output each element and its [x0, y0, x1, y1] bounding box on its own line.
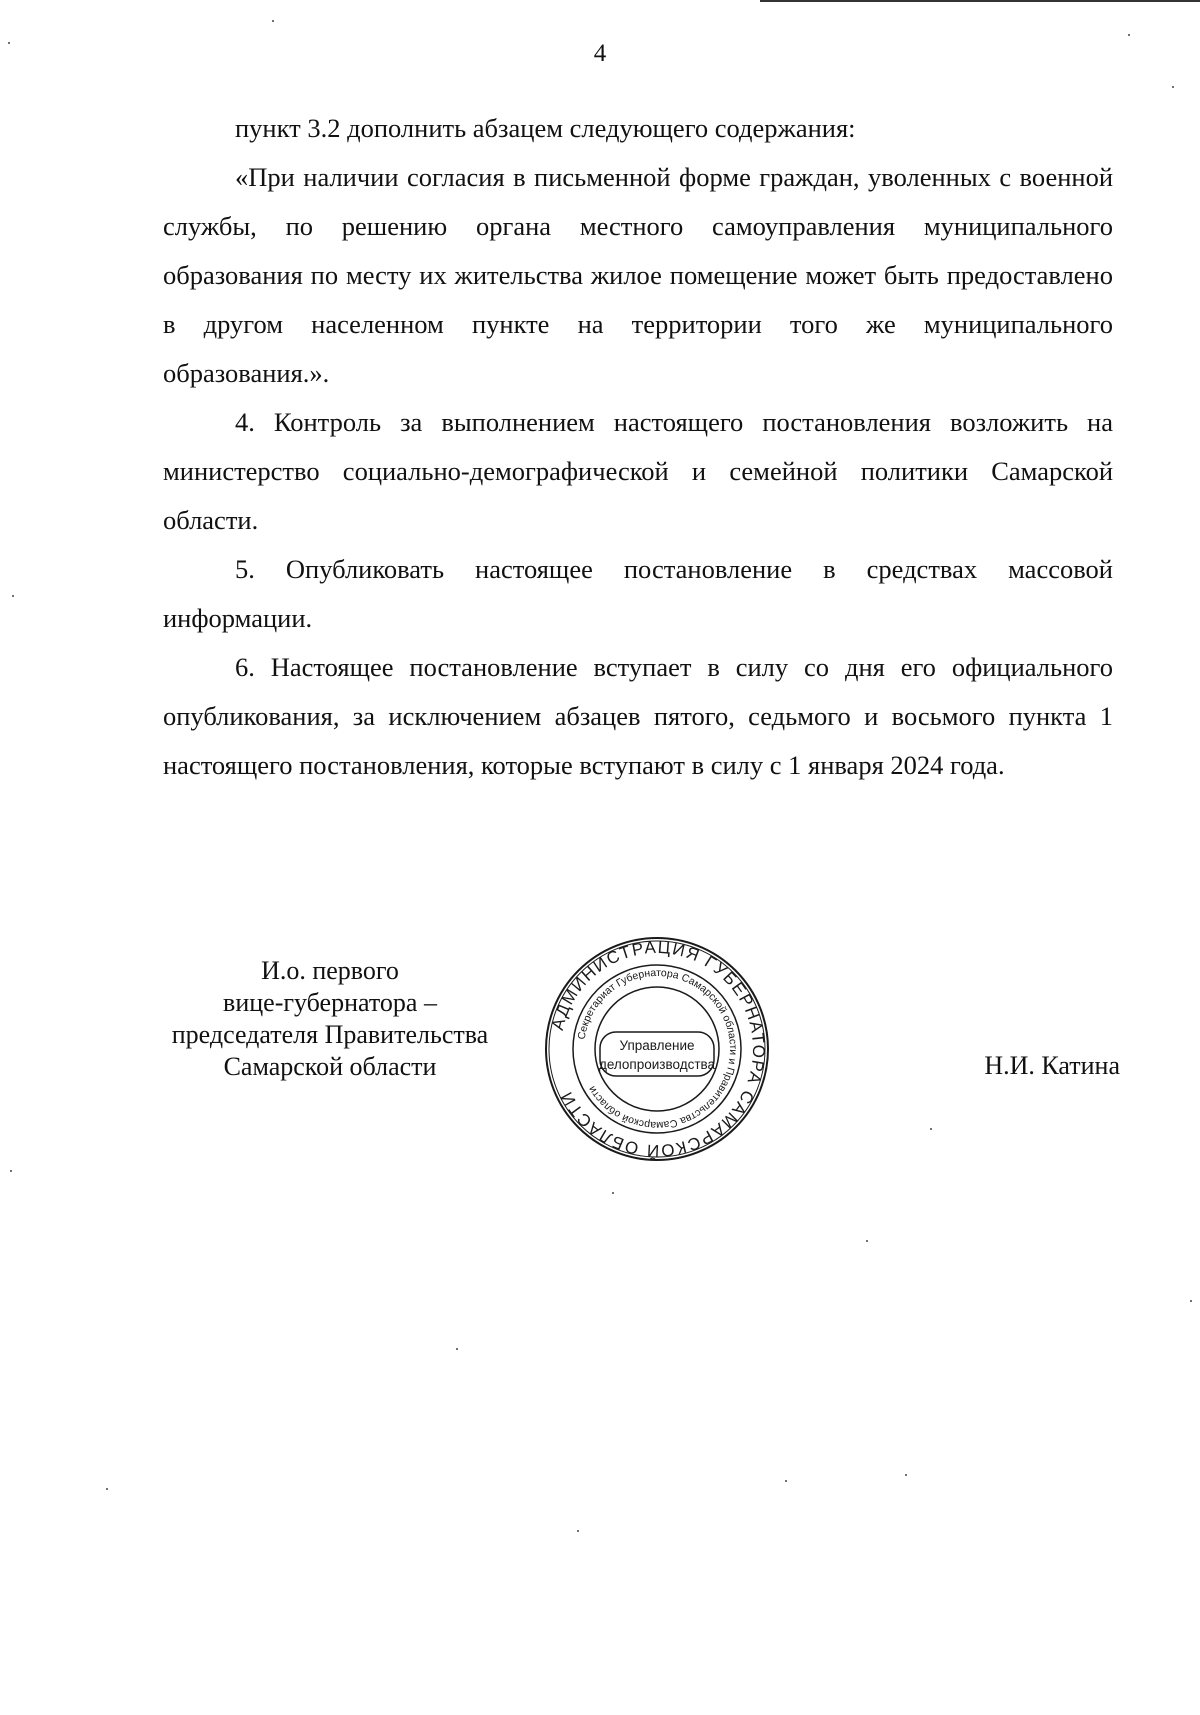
seal-center-line-2: делопроизводства [598, 1057, 716, 1072]
seal-outer-text: АДМИНИСТРАЦИЯ ГУБЕРНАТОРА САМАРСКОЙ ОБЛАСТИ [547, 937, 769, 1161]
scan-speck [1190, 1300, 1192, 1302]
paragraph-item-5: 5. Опубликовать настоящее постановление в средствах массовой информации. [163, 554, 1113, 633]
signatory-title-line: И.о. первого [261, 956, 399, 985]
scan-speck [1128, 34, 1130, 36]
scan-speck [612, 1192, 614, 1194]
body-text [163, 104, 1113, 790]
paragraph-amendment-quote: «При наличии согласия в письменной форме граждан, уволенных с военной службы, по решению органа местного самоуправления муниципального образования по месту их жительства жилое помещение может быть предоставлено в другом населенном пункте на территории того же муниципального образования.». [163, 162, 1113, 388]
scan-speck [12, 595, 14, 597]
paragraph-amendment-intro: пункт 3.2 дополнить абзацем следующего содержания: [235, 113, 856, 143]
scan-speck [866, 1240, 868, 1242]
scan-speck [577, 1530, 579, 1532]
scan-speck [272, 20, 274, 22]
signatory-name: Н.И. Катина [984, 1051, 1120, 1080]
seal-graphic [542, 934, 772, 1164]
signatory-title-line: вице-губернатора – [223, 988, 437, 1017]
seal-center-line-1: Управление [619, 1038, 695, 1053]
scan-speck [10, 1170, 12, 1172]
scan-speck [785, 1480, 787, 1482]
signatory-title-line: Самарской области [223, 1052, 437, 1081]
signatory-title-line: председателя Правительства [171, 1020, 489, 1049]
top-edge-rule [760, 0, 1200, 2]
scan-speck [905, 1474, 907, 1476]
paragraph-item-4: 4. Контроль за выполнением настоящего постановления возложить на министерство социально-демографической и семейной политики Самарской области. [163, 407, 1113, 535]
scan-speck [1172, 86, 1174, 88]
signatory-title [150, 955, 510, 1083]
official-seal [542, 934, 772, 1164]
seal-inner-text: Секретариат Губернатора Самарской области и Правительства Самарской области [575, 966, 740, 1132]
page-number: 4 [593, 40, 607, 67]
scan-speck [456, 1348, 458, 1350]
paragraph-item-6: 6. Настоящее постановление вступает в силу со дня его официального опубликования, за исключением абзацев пятого, седьмого и восьмого пункта 1 настоящего постановления, которые вступают в силу с 1 января 2024 года. [163, 652, 1113, 780]
scan-speck [8, 42, 10, 44]
scan-speck [930, 1128, 932, 1130]
scan-speck [106, 1488, 108, 1490]
